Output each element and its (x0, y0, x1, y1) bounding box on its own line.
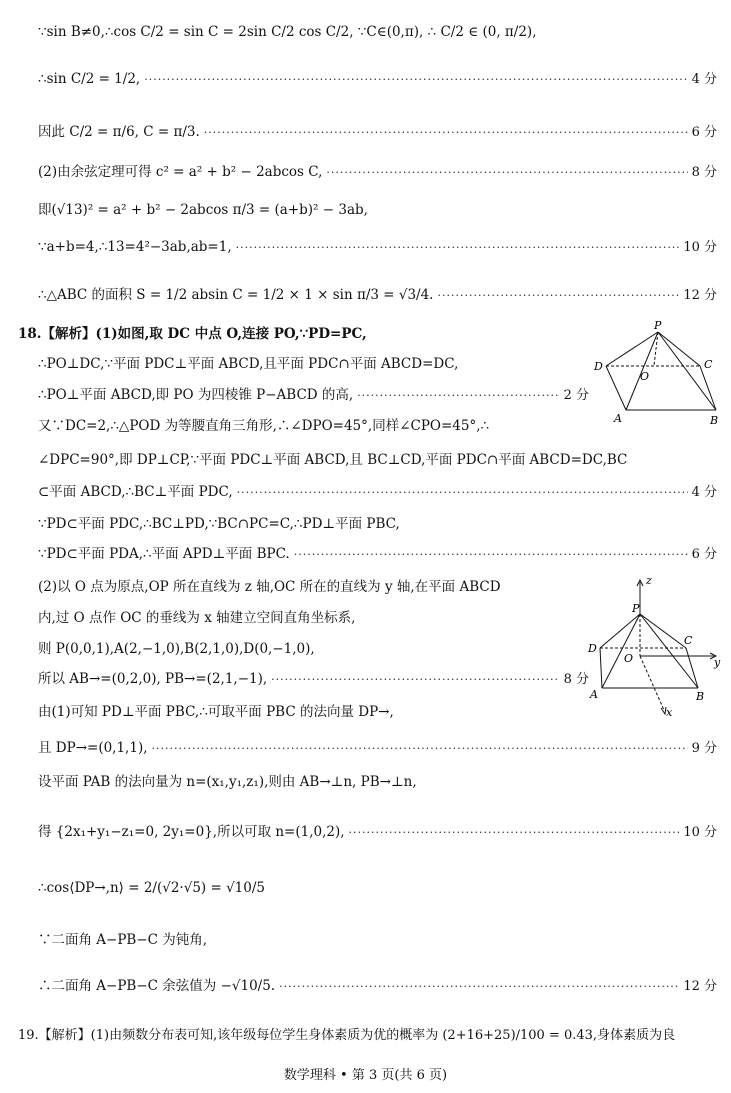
figure-label: D (594, 360, 603, 373)
solution-line (38, 198, 717, 218)
line-text: ∵PD⊂平面 PDA,∴平面 APD⊥平面 BPC. (38, 546, 290, 562)
line-text: 即(√13)² = a² + b² − 2abcos π/3 = (a+b)² − 3ab, (38, 202, 368, 218)
score-label: 4 分 (691, 485, 717, 500)
figure-label: B (696, 690, 705, 703)
line-text: ∵a+b=4,∴13=4²−3ab,ab=1, (38, 239, 232, 255)
line-text: 且 DP→=(0,1,1), (38, 740, 148, 756)
line-text: ∠DPC=90°,即 DP⊥CP,∵平面 PDC⊥平面 ABCD,且 BC⊥CD,平面 PDC∩平面 ABCD=DC,BC (38, 452, 628, 468)
line-text: ⊂平面 ABCD,∴BC⊥平面 PDC, (38, 484, 233, 500)
dot-leader (204, 126, 688, 139)
line-text: (2)以 O 点为原点,OP 所在直线为 z 轴,OC 所在的直线为 y 轴,在平面 ABCD (38, 579, 501, 595)
dot-leader (294, 548, 688, 561)
figure-label: C (684, 634, 693, 647)
coordinate-pyramid-figure (578, 570, 724, 718)
solution-line (38, 480, 717, 500)
solution-line (38, 667, 589, 687)
dot-leader (357, 389, 559, 402)
line-text: ∴cos⟨DP→,n⟩ = 2/(√2·√5) = √10/5 (38, 880, 265, 896)
dot-leader (349, 826, 680, 839)
score-label: 8 分 (691, 165, 717, 180)
figure-label: x (666, 706, 673, 718)
figure-label: A (590, 688, 598, 701)
line-text: ∴PO⊥平面 ABCD,即 PO 为四棱锥 P−ABCD 的高, (38, 387, 354, 403)
line-text: (2)由余弦定理可得 c² = a² + b² − 2abcos C, (38, 164, 323, 180)
solution-line (38, 974, 717, 994)
solution-line (38, 352, 589, 372)
figure-label: P (654, 319, 662, 332)
figure-label: O (640, 370, 650, 383)
solution-line (38, 736, 717, 756)
figure-label: z (646, 574, 652, 587)
solution-line (38, 606, 589, 626)
line-text: 由(1)可知 PD⊥平面 PBC,∴可取平面 PBC 的法向量 DP→, (38, 704, 394, 720)
line-text: 又∵DC=2,∴△POD 为等腰直角三角形,∴∠DPO=45°,同样∠CPO=45°,∴ (38, 418, 490, 434)
solution-line (38, 542, 717, 562)
score-label: 4 分 (691, 72, 717, 87)
solution-line (38, 120, 717, 140)
score-label: 12 分 (683, 288, 717, 303)
score-label: 9 分 (691, 741, 717, 756)
line-text: 则 P(0,0,1),A(2,−1,0),B(2,1,0),D(0,−1,0), (38, 641, 315, 657)
dot-leader (279, 980, 679, 993)
line-text: 因此 C/2 = π/6, C = π/3. (38, 124, 200, 140)
line-text: ∴△ABC 的面积 S = 1/2 absin C = 1/2 × 1 × sin π/3 = √3/4. (38, 287, 434, 303)
score-label: 6 分 (691, 547, 717, 562)
figure-label: y (714, 656, 721, 669)
pyramid-figure (588, 318, 724, 430)
score-label: 10 分 (683, 240, 717, 255)
line-text: ∵二面角 A−PB−C 为钝角, (38, 932, 208, 948)
line-text: 得 {2x₁+y₁−z₁=0, 2y₁=0},所以可取 n=(1,0,2), (38, 824, 345, 840)
solution-line (38, 637, 589, 657)
dot-leader (326, 166, 687, 179)
figure-label: A (614, 412, 622, 425)
solution-line (38, 68, 717, 87)
score-label: 2 分 (563, 388, 589, 403)
line-text: 内,过 O 点作 OC 的垂线为 x 轴建立空间直角坐标系, (38, 610, 356, 626)
solution-line (38, 820, 717, 840)
line-text: ∵PD⊂平面 PDC,∴BC⊥PD,∵BC∩PC=C,∴PD⊥平面 PBC, (38, 516, 400, 532)
solution-line (38, 24, 717, 40)
score-label: 8 分 (563, 672, 589, 687)
page-footer: 数学理科 • 第 3 页(共 6 页) (283, 1068, 448, 1083)
dot-leader (236, 241, 680, 254)
dot-leader (144, 73, 687, 86)
score-label: 12 分 (683, 979, 717, 994)
figure-label: D (588, 642, 597, 655)
solution-line (38, 383, 589, 403)
line-text: 19.【解析】(1)由频数分布表可知,该年级每位学生身体素质为优的概率为 (2+16+25)/100 = 0.43,身体素质为良 (18, 1028, 676, 1043)
line-text: ∴二面角 A−PB−C 余弦值为 −√10/5. (38, 978, 276, 994)
figure-label: B (710, 414, 719, 427)
line-text: 所以 AB→=(0,2,0), PB→=(2,1,−1), (38, 671, 268, 687)
line-text: 18.【解析】(1)如图,取 DC 中点 O,连接 PO,∵PD=PC, (18, 326, 367, 342)
question-header (18, 1024, 717, 1043)
solution-line (38, 928, 717, 948)
figure-label: P (632, 602, 640, 615)
solution-line (38, 770, 717, 790)
dot-leader (437, 289, 679, 302)
solution-line (38, 236, 717, 255)
solution-line (38, 448, 717, 468)
solution-line (38, 512, 717, 532)
figure-label: O (624, 652, 634, 665)
solution-line (38, 575, 589, 595)
dot-leader (237, 486, 688, 499)
solution-line (38, 283, 717, 303)
solution-line (38, 880, 717, 896)
line-text: ∵sin B≠0,∴cos C/2 = sin C = 2sin C/2 cos C/2, ∵C∈(0,π), ∴ C/2 ∈ (0, π/2), (38, 24, 537, 40)
dot-leader (152, 742, 688, 755)
line-text: ∴PO⊥DC,∵平面 PDC⊥平面 ABCD,且平面 PDC∩平面 ABCD=DC, (38, 356, 459, 372)
dot-leader (271, 673, 559, 686)
score-label: 6 分 (691, 125, 717, 140)
line-text: ∴sin C/2 = 1/2, (38, 71, 141, 87)
solution-line (38, 700, 589, 720)
score-label: 10 分 (683, 825, 717, 840)
solution-line (38, 160, 717, 180)
figure-label: C (704, 358, 713, 371)
line-text: 设平面 PAB 的法向量为 n=(x₁,y₁,z₁),则由 AB→⊥n, PB→⊥n, (38, 774, 417, 790)
